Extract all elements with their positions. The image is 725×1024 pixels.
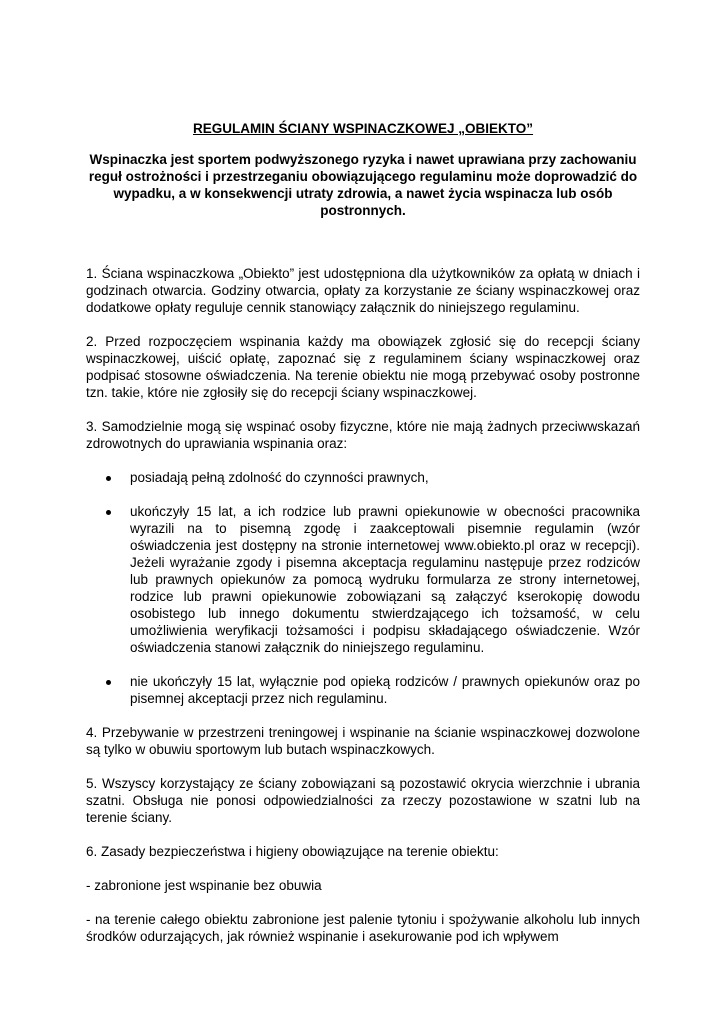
section-2: 2. Przed rozpoczęciem wspinania każdy ma obowiązek zgłosić się do recepcji ściany wspinaczkowej, uiścić opłatę, zapoznać się z regulaminem ściany wspinaczkowej oraz podpisać stosowne oświadczenia. Na terenie obiektu nie mogą przebywać osoby postronne tzn. takie, które nie zgłosiły się do recepcji ściany wspinaczkowej. (86, 334, 640, 400)
section-3-bullet-list (86, 469, 640, 707)
bullet-icon (106, 680, 111, 685)
document-body (86, 265, 640, 962)
section-4: 4. Przebywanie w przestrzeni treningowej i wspinanie na ścianie wspinaczkowej dozwolone są tylko w obuwiu sportowym lub butach wspinaczkowych. (86, 725, 640, 757)
bullet-icon (106, 476, 111, 481)
bullet-icon (106, 510, 111, 515)
list-item-text: ukończyły 15 lat, a ich rodzice lub prawni opiekunowie w obecności pracownika wyrazili na to pisemną zgodę i zaakceptowali pisemnie regulamin (wzór oświadczenia jest dostępny na stronie internetowej www.obiekto.pl oraz w recepcji). Jeżeli wyrażanie zgody i pisemna akceptacja regulaminu następuje przez rodziców lub prawnych opiekunów za pomocą wydruku formularza ze strony internetowej, rodzice lub prawni opiekunowie zobowiązani są załączyć kserokopię dowodu osobistego lub innego dokumentu stwierdzającego ich tożsamość, w celu umożliwienia weryfikacji tożsamości i podpisu składającego oświadczenie. Wzór oświadczenia stanowi załącznik do niniejszego regulaminu. (130, 504, 640, 655)
document-title: REGULAMIN ŚCIANY WSPINACZKOWEJ „OBIEKTO” (192, 121, 534, 136)
section-6-item: - na terenie całego obiektu zabronione jest palenie tytoniu i spożywanie alkoholu lub innych środków odurzających, jak również wspinanie i asekurowanie pod ich wpływem (86, 912, 640, 944)
section-3: 3. Samodzielnie mogą się wspinać osoby fizyczne, które nie mają żadnych przeciwwskazań zdrowotnych do uprawiania wspinania oraz: (86, 419, 640, 451)
intro-warning: Wspinaczka jest sportem podwyższonego ryzyka i nawet uprawiana przy zachowaniu reguł ostrożności i przestrzeganiu obowiązującego regulaminu może doprowadzić do wypadku, a w konsekwencji utraty zdrowia, a nawet życia wspinacza lub osób postronnych. (88, 152, 638, 218)
list-item (86, 469, 640, 486)
list-item-text: nie ukończyły 15 lat, wyłącznie pod opieką rodziców / prawnych opiekunów oraz po pisemnej akceptacji przez nich regulaminu. (130, 674, 640, 706)
list-item-text: posiadają pełną zdolność do czynności prawnych, (130, 470, 429, 485)
list-item (86, 503, 640, 656)
section-5: 5. Wszyscy korzystający ze ściany zobowiązani są pozostawić okrycia wierzchnie i ubrania szatni. Obsługa nie ponosi odpowiedzialności za rzeczy pozostawione w szatni lub na terenie ściany. (86, 776, 640, 825)
list-item (86, 673, 640, 707)
section-6-item: - zabronione jest wspinanie bez obuwia (86, 878, 322, 893)
section-6: 6. Zasady bezpieczeństwa i higieny obowiązujące na terenie obiektu: (86, 844, 499, 859)
section-1: 1. Ściana wspinaczkowa „Obiekto” jest udostępniona dla użytkowników za opłatą w dniach i godzinach otwarcia. Godziny otwarcia, opłaty za korzystanie ze ściany wspinaczkowej oraz dodatkowe opłaty reguluje cennik stanowiący załącznik do niniejszego regulaminu. (86, 266, 640, 315)
